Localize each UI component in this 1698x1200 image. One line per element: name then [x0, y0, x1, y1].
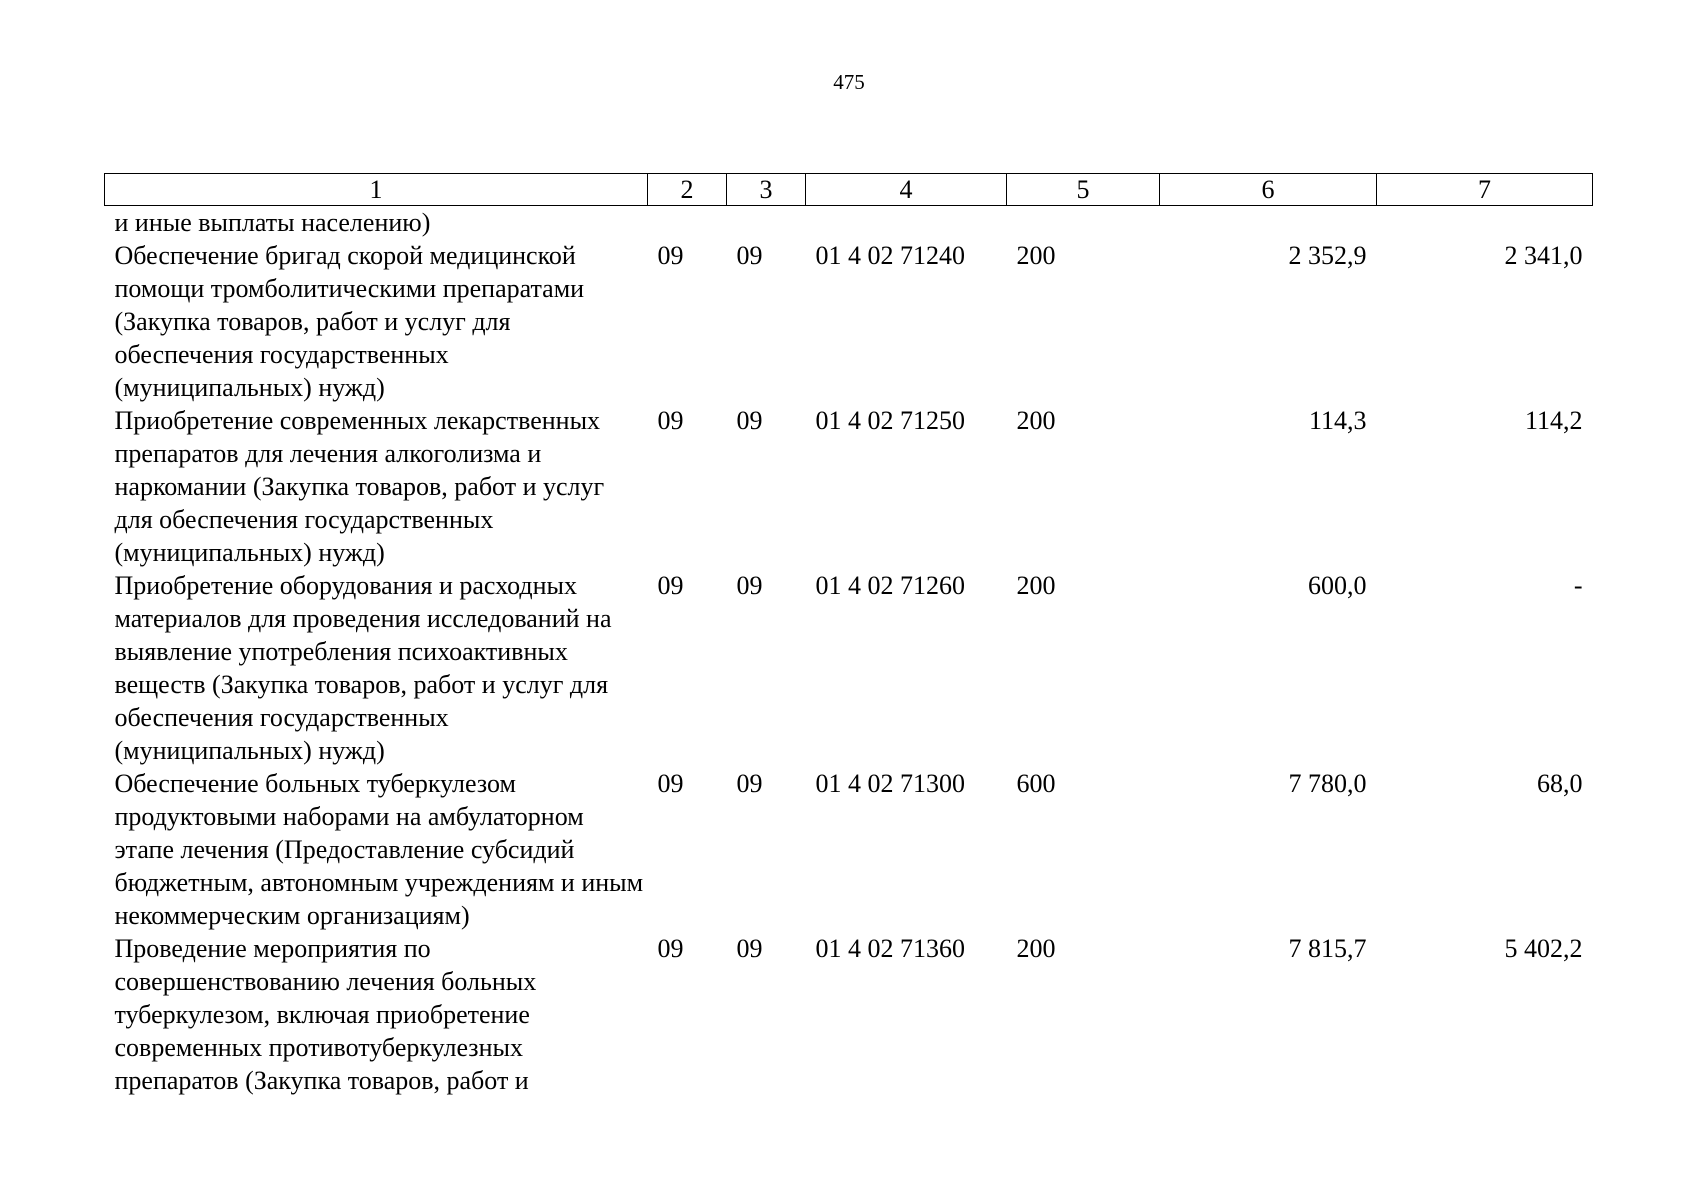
row-amount-col6: 2 352,9: [1288, 241, 1367, 270]
row-amount-col7: -: [1573, 571, 1583, 600]
row-expense-type: 200: [1016, 571, 1056, 600]
row-name: Обеспечение больных туберкулезом продуктовыми наборами на амбулаторном этапе лечения (Предоставление субсидий бюджетным, автономным учреждениям и иным некоммерческим организациям): [114, 769, 644, 930]
row-target-article: 01 4 02 71240: [815, 241, 965, 270]
header-col-1: 1: [105, 174, 648, 206]
row-section: 09: [657, 406, 684, 435]
header-row: [105, 174, 1593, 206]
table-row: [105, 569, 1593, 767]
header-col-2: 2: [648, 174, 727, 206]
row-target-article: [806, 206, 1007, 240]
page-number: 475: [833, 70, 865, 94]
row-subsection: 09: [736, 241, 763, 270]
row-expense-type: 200: [1016, 406, 1056, 435]
row-subsection: 09: [736, 934, 763, 963]
header-col-7: 7: [1377, 174, 1593, 206]
row-name: и иные выплаты населению): [114, 208, 431, 237]
row-amount-col6: [1160, 206, 1377, 240]
row-amount-col7: 2 341,0: [1504, 241, 1583, 270]
row-amount-col6: 600,0: [1308, 571, 1367, 600]
table-header: [105, 174, 1593, 206]
header-col-5: 5: [1007, 174, 1160, 206]
header-col-3: 3: [727, 174, 806, 206]
row-amount-col6: 7 780,0: [1288, 769, 1367, 798]
row-section: 09: [657, 571, 684, 600]
row-amount-col7: 114,2: [1524, 406, 1583, 435]
header-col-4: 4: [806, 174, 1007, 206]
row-amount-col6: 7 815,7: [1288, 934, 1367, 963]
row-subsection: [727, 206, 806, 240]
row-section: 09: [657, 769, 684, 798]
row-section: 09: [657, 934, 684, 963]
table-row: [105, 404, 1593, 569]
row-amount-col6: 114,3: [1308, 406, 1367, 435]
row-subsection: 09: [736, 406, 763, 435]
row-name: Проведение мероприятия по совершенствованию лечения больных туберкулезом, включая приобретение современных противотуберкулезных препаратов (Закупка товаров, работ и: [114, 934, 537, 1095]
row-name: Приобретение современных лекарственных препаратов для лечения алкоголизма и наркомании (Закупка товаров, работ и услуг для обеспечения государственных (муниципальных) нужд): [114, 406, 605, 567]
row-name: Обеспечение бригад скорой медицинской помощи тромболитическими препаратами (Закупка товаров, работ и услуг для обеспечения государственных (муниципальных) нужд): [114, 241, 585, 402]
row-subsection: 09: [736, 769, 763, 798]
row-name: Приобретение оборудования и расходных материалов для проведения исследований на выявление употребления психоактивных веществ (Закупка товаров, работ и услуг для обеспечения государственных (муниципальных) нужд): [114, 571, 612, 765]
table-row: [105, 767, 1593, 932]
row-target-article: 01 4 02 71300: [815, 769, 965, 798]
row-amount-col7: 5 402,2: [1504, 934, 1583, 963]
row-target-article: 01 4 02 71260: [815, 571, 965, 600]
table-row: [105, 206, 1593, 240]
row-target-article: 01 4 02 71360: [815, 934, 965, 963]
row-amount-col7: [1377, 206, 1593, 240]
row-amount-col7: 68,0: [1537, 769, 1583, 798]
row-target-article: 01 4 02 71250: [815, 406, 965, 435]
row-expense-type: 200: [1016, 934, 1056, 963]
table-row: [105, 932, 1593, 1097]
row-section: [648, 206, 727, 240]
table-row: [105, 239, 1593, 404]
row-expense-type: 600: [1016, 769, 1056, 798]
row-expense-type: [1007, 206, 1160, 240]
row-expense-type: 200: [1016, 241, 1056, 270]
budget-table: [104, 173, 1593, 1097]
row-section: 09: [657, 241, 684, 270]
table-body: [105, 206, 1593, 1098]
row-subsection: 09: [736, 571, 763, 600]
header-col-6: 6: [1160, 174, 1377, 206]
